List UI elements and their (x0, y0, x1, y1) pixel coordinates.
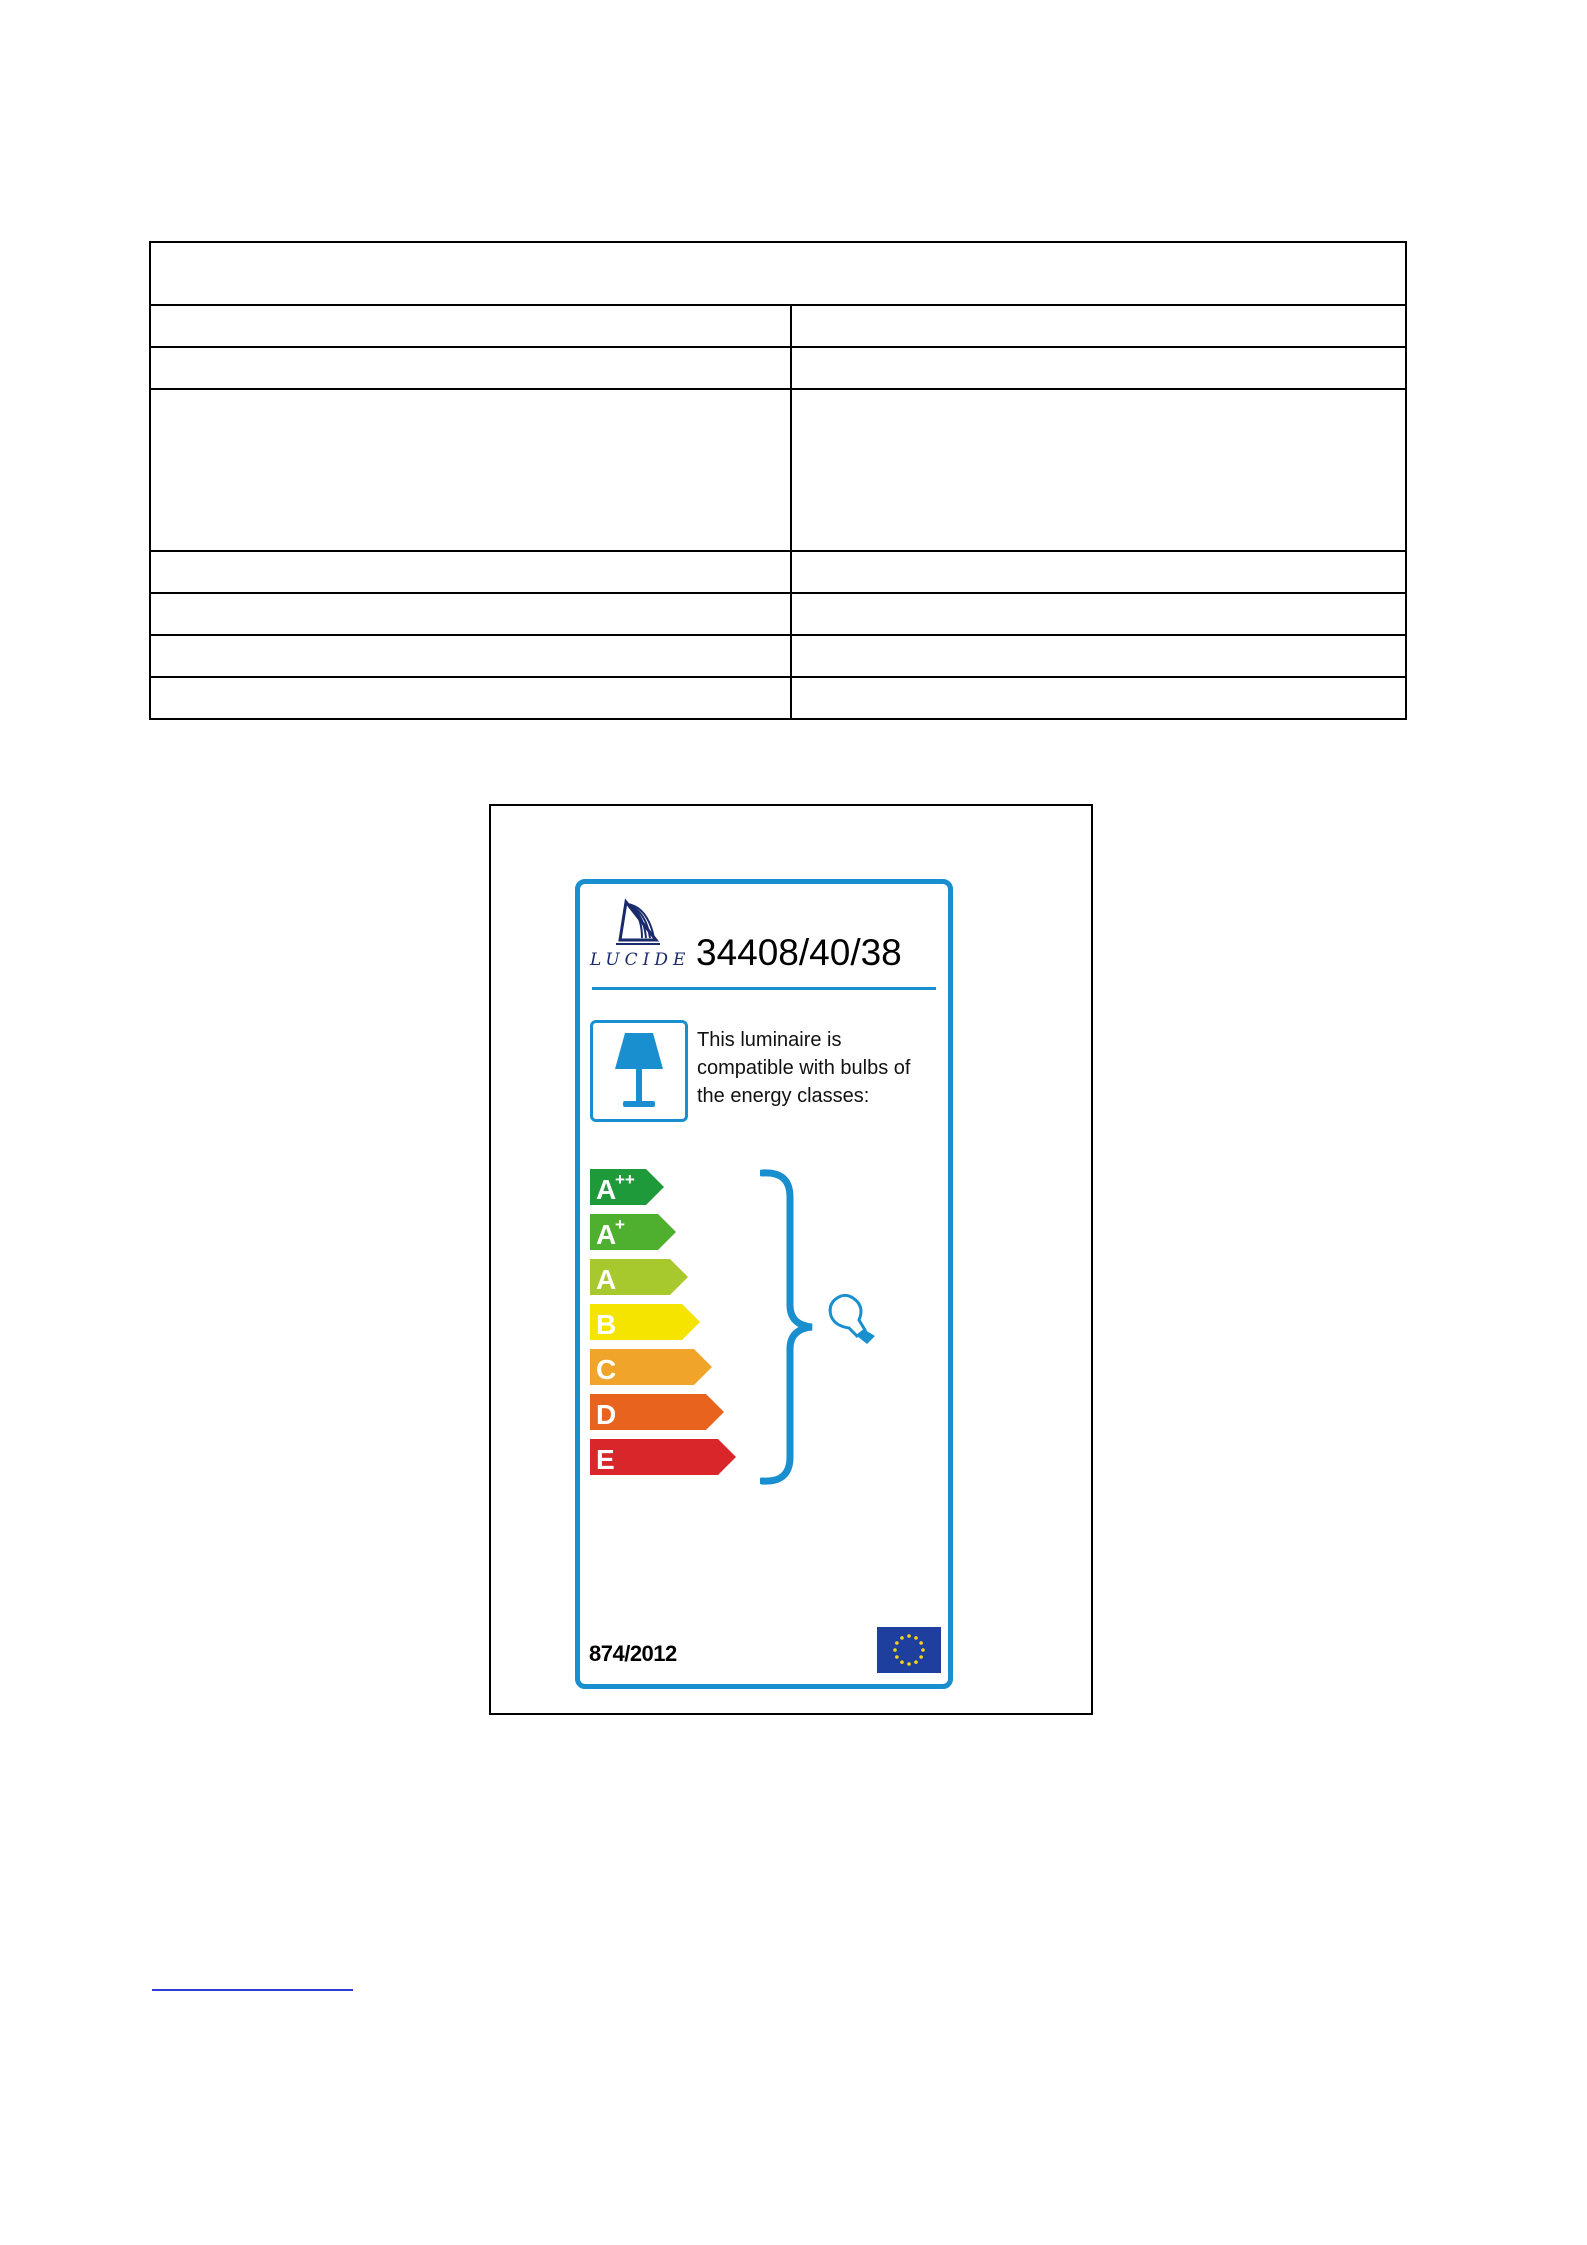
eu-star (907, 1634, 911, 1638)
energy-class-superscript: + (615, 1215, 625, 1234)
energy-class-scale (590, 1169, 740, 1489)
energy-class-letter: A (596, 1219, 617, 1250)
spec-row-label (150, 389, 791, 551)
spec-row-label (150, 551, 791, 593)
eu-star (893, 1648, 897, 1652)
spec-row-label (150, 593, 791, 635)
curly-brace-icon (760, 1167, 820, 1487)
energy-class-letter: E (596, 1444, 615, 1475)
spec-row-value (791, 305, 1406, 347)
spec-table (149, 241, 1407, 720)
compatibility-text: This luminaire is compatible with bulbs of the energy classes: (697, 1029, 911, 1107)
eu-star (914, 1660, 918, 1664)
table-lamp-icon (590, 1020, 688, 1122)
regulation-number: 874/2012 (589, 1641, 677, 1666)
energy-class-arrow (590, 1349, 712, 1385)
energy-class-arrow (590, 1259, 688, 1295)
energy-class-arrow (590, 1169, 664, 1205)
eu-star (919, 1655, 923, 1659)
header-divider (592, 987, 936, 990)
lucide-logo-mark-icon (590, 898, 686, 950)
eu-star (895, 1641, 899, 1645)
spec-table-header (150, 242, 1406, 305)
model-number: 34408/40/38 (696, 932, 902, 973)
spec-row-label (150, 677, 791, 719)
hyperlink-underline[interactable] (152, 1989, 353, 1991)
energy-class-letter: C (596, 1354, 617, 1385)
spec-row-label (150, 305, 791, 347)
spec-row-label (150, 635, 791, 677)
spec-row-value (791, 677, 1406, 719)
eu-star (914, 1636, 918, 1640)
eu-star (919, 1641, 923, 1645)
spec-row-label (150, 347, 791, 389)
eu-star (895, 1655, 899, 1659)
spec-row-value (791, 593, 1406, 635)
eu-star (900, 1660, 904, 1664)
energy-class-letter: D (596, 1399, 617, 1430)
energy-class-arrow (590, 1304, 700, 1340)
eu-star (907, 1662, 911, 1666)
spec-row-value (791, 347, 1406, 389)
energy-label (575, 879, 953, 1689)
energy-class-letter: A (596, 1264, 617, 1295)
energy-class-letter: B (596, 1309, 617, 1340)
energy-label-frame (489, 804, 1093, 1715)
brand-name: LUCIDE (590, 950, 691, 970)
energy-class-superscript: ++ (615, 1170, 635, 1189)
spec-row-value (791, 389, 1406, 551)
spec-row-value (791, 551, 1406, 593)
energy-class-arrow (590, 1439, 736, 1475)
eu-star (921, 1648, 925, 1652)
lucide-logo (590, 898, 691, 974)
eu-flag-icon (877, 1627, 941, 1673)
spec-row-value (791, 635, 1406, 677)
light-bulb-icon (825, 1290, 885, 1350)
energy-class-arrow (590, 1394, 724, 1430)
eu-star (900, 1636, 904, 1640)
energy-class-arrow (590, 1214, 676, 1250)
energy-class-letter: A (596, 1174, 617, 1205)
